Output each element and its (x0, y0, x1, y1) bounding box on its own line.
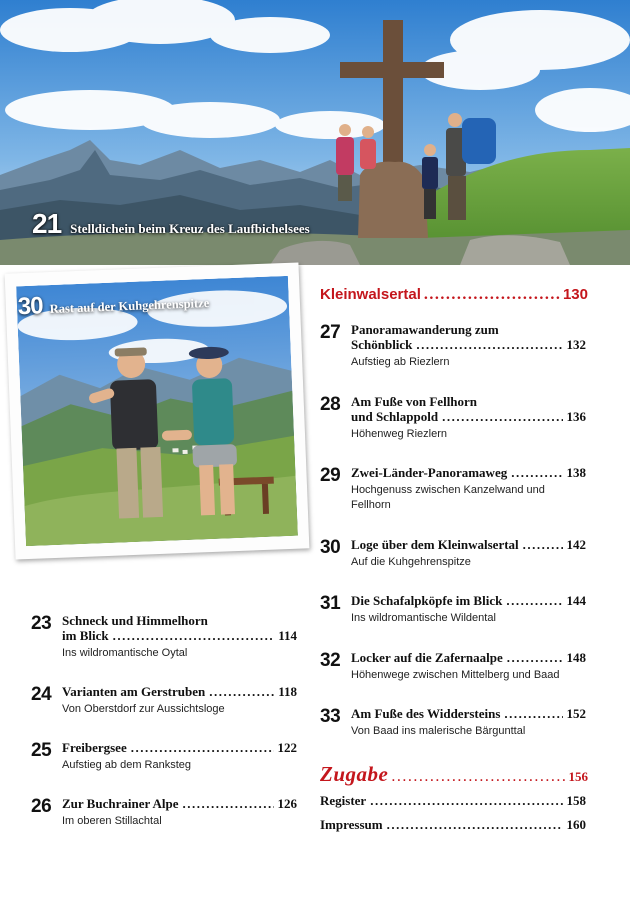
toc-entry-subtitle: Höhenwege zwischen Mittelberg und Baad (351, 669, 560, 681)
toc-entry-page: 114 (278, 628, 297, 643)
toc-entry-title: Freibergsee (62, 740, 127, 755)
toc-entry-title: Varianten am Gerstruben (62, 684, 206, 699)
leader-dots (387, 817, 563, 833)
toc-entry-title: Loge über dem Kleinwalsertal (351, 537, 519, 552)
toc-entry-subtitle: Ins wildromantische Oytal (62, 647, 188, 659)
polaroid-photo (5, 262, 310, 559)
toc-entry-page: 144 (566, 593, 586, 608)
leader-dots (131, 740, 274, 755)
toc-entry-title: Schneck und Himmelhorn (62, 613, 208, 628)
toc-entry-number: 27 (320, 322, 341, 343)
register-page: 158 (566, 793, 586, 808)
toc-entry-subtitle: Von Oberstdorf zur Aussichtsloge (62, 703, 225, 715)
toc-register[interactable] (320, 793, 586, 809)
toc-entry-subtitle: Hochgenuss zwischen Kanzelwand und Fellhorn (351, 484, 545, 511)
toc-entry-25[interactable] (31, 740, 297, 773)
toc-entry-subtitle: Höhenweg Riezlern (351, 428, 447, 440)
toc-entry-page: 126 (277, 796, 297, 811)
toc-entry-page: 138 (566, 465, 586, 480)
impressum-page: 160 (566, 817, 586, 832)
section-heading-kleinwalsertal[interactable] (320, 286, 588, 304)
polaroid-caption-text: Rast auf der Kuhgehrenspitze (49, 295, 210, 317)
toc-entry-number: 26 (31, 796, 52, 817)
toc-entry-title: Panoramawanderung zum (351, 322, 499, 337)
toc-entry-number: 29 (320, 465, 341, 486)
toc-entry-number: 25 (31, 740, 52, 761)
toc-entry-30[interactable] (320, 537, 586, 570)
toc-entry-title: Locker auf die Zafernaalpe (351, 650, 503, 665)
toc-entry-title: Am Fuße von Fellhorn (351, 394, 478, 409)
impressum-label: Impressum (320, 817, 383, 832)
toc-entry-31[interactable] (320, 593, 586, 626)
toc-entry-page: 148 (566, 650, 586, 665)
register-label: Register (320, 793, 367, 808)
toc-entry-number: 32 (320, 650, 341, 671)
leader-dots (370, 793, 562, 809)
toc-entry-page: 132 (566, 337, 586, 352)
toc-entry-title-end: Schönblick (351, 337, 413, 352)
section-heading-zugabe[interactable] (320, 762, 588, 787)
toc-entry-title-end: im Blick (62, 628, 109, 643)
toc-entry-page: 142 (566, 537, 586, 552)
toc-entry-number: 23 (31, 613, 52, 634)
toc-entry-27[interactable] (320, 322, 586, 370)
toc-entry-subtitle: Aufstieg ab Riezlern (351, 356, 450, 368)
section-page: 130 (562, 286, 588, 303)
toc-entry-title: Am Fuße des Widdersteins (351, 706, 501, 721)
toc-entry-33[interactable] (320, 706, 586, 739)
section-title: Kleinwalsertal (320, 286, 421, 303)
leader-dots (442, 409, 562, 424)
leader-dots (183, 796, 274, 811)
leader-dots (416, 337, 562, 352)
hero-caption-text: Stelldichein beim Kreuz des Laufbichelsees (70, 221, 310, 236)
toc-entry-subtitle: Im oberen Stillachtal (62, 815, 162, 827)
toc-entry-number: 33 (320, 706, 341, 727)
toc-entry-number: 28 (320, 394, 341, 415)
toc-entry-title: Zwei-Länder-Panoramaweg (351, 465, 508, 480)
leader-dots (391, 768, 565, 786)
leader-dots (511, 465, 562, 480)
toc-entry-26[interactable] (31, 796, 297, 829)
toc-entry-page: 152 (566, 706, 586, 721)
leader-dots (113, 628, 275, 643)
leader-dots (507, 650, 563, 665)
toc-entry-32[interactable] (320, 650, 586, 683)
toc-entry-title: Zur Buchrainer Alpe (62, 796, 179, 811)
section-title: Zugabe (320, 762, 389, 786)
toc-entry-number: 24 (31, 684, 52, 705)
toc-entry-subtitle: Ins wildromantische Wildental (351, 612, 496, 624)
leader-dots (506, 593, 562, 608)
hero-photo (0, 0, 630, 265)
toc-entry-subtitle: Auf die Kuhgehrenspitze (351, 556, 471, 568)
toc-entry-29[interactable] (320, 465, 586, 513)
hero-tour-number: 21 (32, 208, 62, 239)
toc-entry-page: 122 (277, 740, 297, 755)
toc-entry-title-end: und Schlappold (351, 409, 439, 424)
toc-entry-subtitle: Aufstieg ab dem Ranksteg (62, 759, 192, 771)
leader-dots (209, 684, 274, 699)
hero-caption (32, 208, 310, 240)
leader-dots (504, 706, 562, 721)
toc-impressum[interactable] (320, 817, 586, 833)
toc-entry-title: Die Schafalpköpfe im Blick (351, 593, 503, 608)
polaroid-tour-number: 30 (17, 292, 44, 321)
toc-entry-page: 118 (278, 684, 297, 699)
leader-dots (424, 286, 560, 304)
leader-dots (523, 537, 563, 552)
toc-entry-subtitle: Von Baad ins malerische Bärgunttal (351, 725, 526, 737)
section-page: 156 (568, 769, 588, 784)
toc-entry-number: 30 (320, 537, 341, 558)
toc-entry-page: 136 (566, 409, 586, 424)
toc-entry-24[interactable] (31, 684, 297, 717)
toc-entry-number: 31 (320, 593, 341, 614)
toc-entry-28[interactable] (320, 394, 586, 442)
toc-entry-23[interactable] (31, 613, 297, 661)
